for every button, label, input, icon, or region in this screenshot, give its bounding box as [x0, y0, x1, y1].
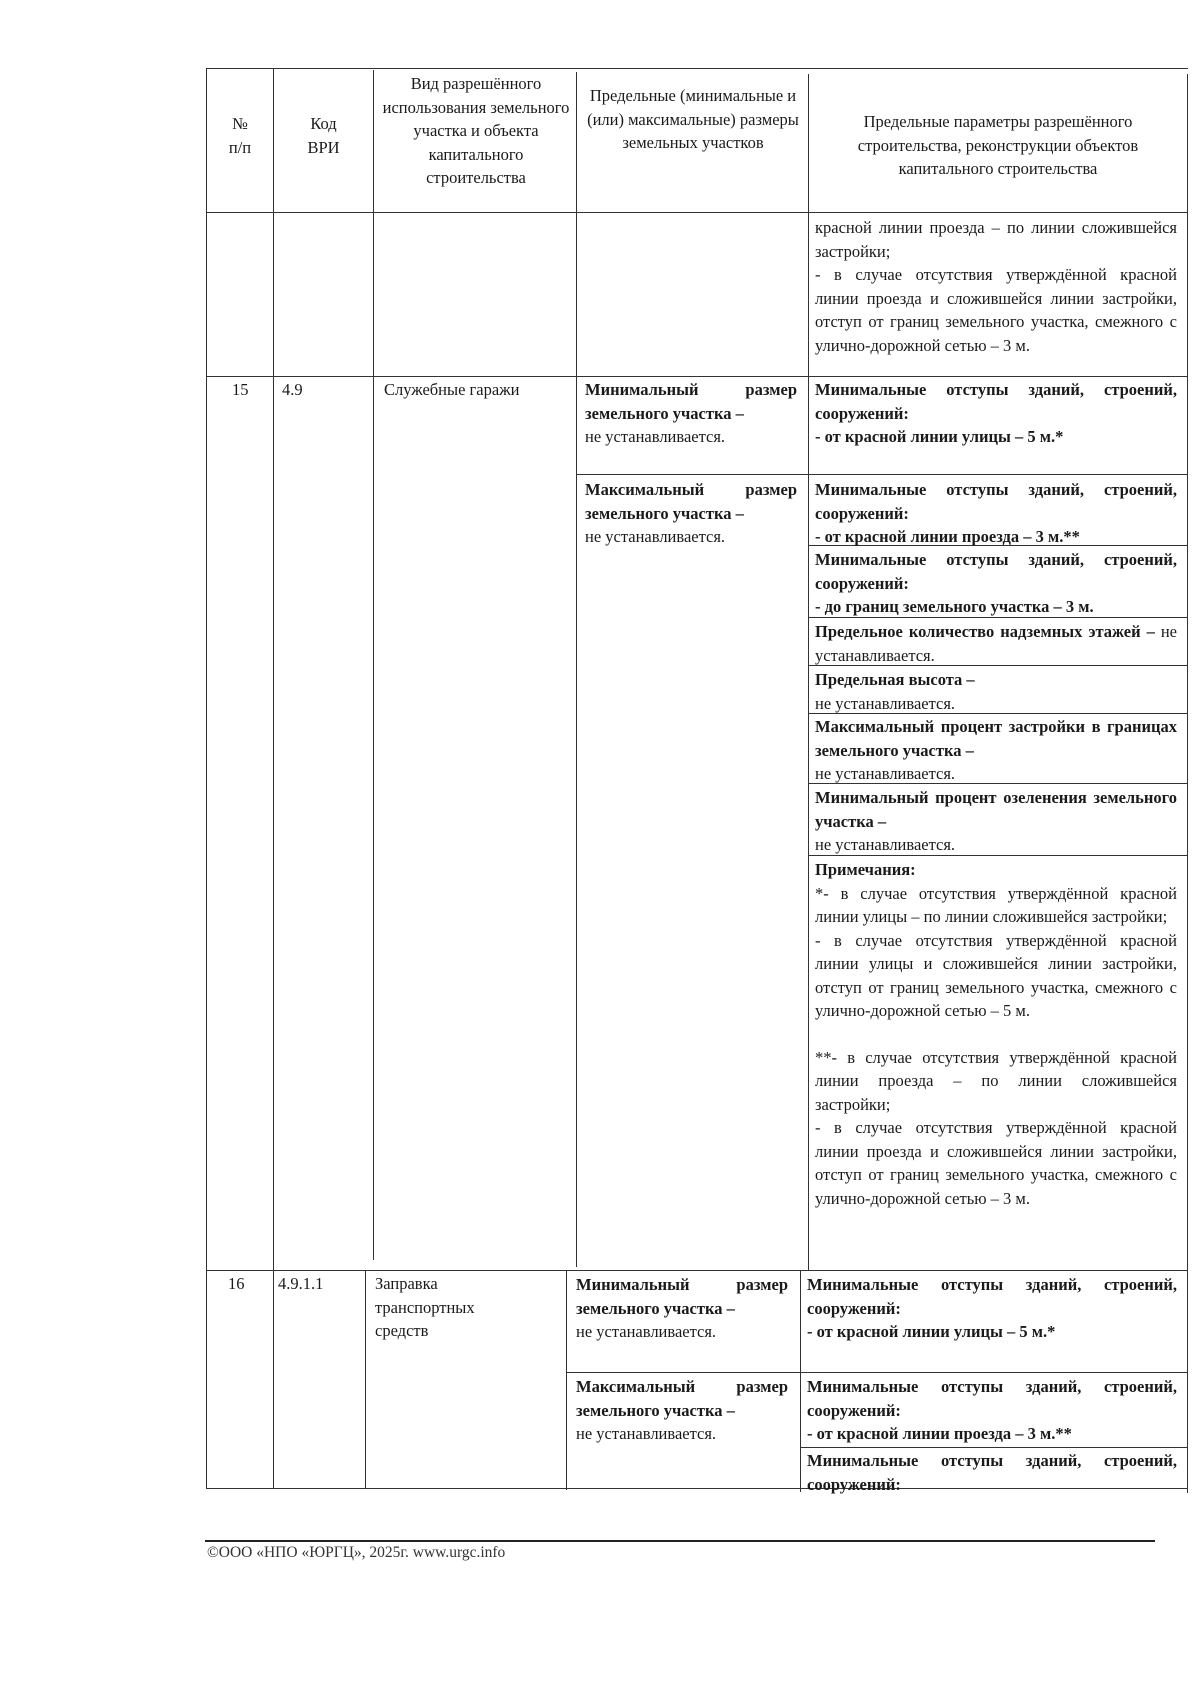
row15-param-4-value: не устанавливается.	[815, 622, 1177, 665]
col-divider-2	[373, 70, 374, 1260]
row15-max-size-value: не устанавливается.	[585, 527, 726, 546]
row15-number: 15	[232, 380, 249, 399]
row15-min-size-value: не устанавливается.	[585, 427, 726, 446]
row15-note-2a: **- в случае отсутствия утверждённой красной линии проезда – по линии сложившейся застройки;	[815, 1047, 1177, 1114]
header-bottom	[206, 212, 1188, 213]
row16-param-2-label: Минимальные отступы зданий, строений, сооружений:	[807, 1377, 1177, 1420]
row16-min-size-value: не устанавливается.	[576, 1322, 717, 1341]
header-col-num: № п/п	[228, 114, 252, 157]
row15-param-1-value: - от красной линии улицы – 5 м.*	[815, 427, 1064, 446]
row15-max-size-label: Максимальный размер земельного участка –	[585, 480, 797, 523]
row16-sub-1	[566, 1372, 1188, 1373]
col-divider-4	[808, 74, 809, 1271]
row15-note-1b: - в случае отсутствия утверждённой красной линии улицы и сложившейся линии застройки, отступ от границ земельного участка, смежного с улично-дорожной сетью – 5 м.	[815, 930, 1177, 1020]
row16-param-3	[807, 1449, 1177, 1496]
header-col-use-type: Вид разрешённого использования земельного участка и объекта капитального строительства	[382, 74, 570, 187]
row15-note-1a: *- в случае отсутствия утверждённой красной линии улицы – по линии сложившейся застройки;	[815, 883, 1177, 926]
row15-max-size	[585, 478, 797, 549]
table-border-left	[206, 68, 207, 1488]
row16-min-size-label: Минимальный размер земельного участка –	[576, 1275, 788, 1318]
row16-max-size-value: не устанавливается.	[576, 1424, 717, 1443]
row16-param-3-label: Минимальные отступы зданий, строений, сооружений:	[807, 1451, 1177, 1494]
footer-copyright: ©ООО «НПО «ЮРГЦ», 2025г. www.urgc.info	[207, 1544, 506, 1561]
row15-param-5-value: не устанавливается.	[815, 693, 956, 713]
row15-param-5	[815, 668, 1177, 715]
row15-param-3-value: - до границ земельного участка – 3 м.	[815, 597, 1094, 616]
row15-param-3-label: Минимальные отступы зданий, строений, сооружений:	[815, 550, 1177, 593]
row16-param-2	[807, 1375, 1177, 1446]
row16-min-size	[576, 1273, 788, 1344]
row16-param-2-value: - от красной линии проезда – 3 м.**	[807, 1424, 1072, 1443]
row15-param-2-label: Минимальные отступы зданий, строений, сооружений:	[815, 480, 1177, 523]
row15-param-3	[815, 548, 1177, 619]
row15-param-4	[815, 620, 1177, 667]
row15-param-1	[815, 378, 1177, 449]
row15-param-4-label: Предельное количество надземных этажей –	[815, 622, 1155, 641]
row15-param-6	[815, 715, 1177, 786]
row15-param-7-value: не устанавливается.	[815, 835, 956, 854]
row15-param-6-value: не устанавливается.	[815, 764, 956, 783]
header-col-code: Код ВРИ	[307, 114, 340, 157]
col-divider-2b	[365, 1270, 366, 1488]
row15-param-7-label: Минимальный процент озеленения земельного участка –	[815, 788, 1177, 831]
continuation-line-2: - в случае отсутствия утверждённой красной линии проезда и сложившейся линии застройки, отступ от границ земельного участка, смежного с улично-дорожной сетью – 3 м.	[815, 265, 1177, 355]
row15-min-size	[585, 378, 797, 449]
row15-param-2	[815, 478, 1177, 549]
col-divider-3	[576, 72, 577, 1267]
col-divider-3b	[566, 1270, 567, 1490]
continuation-text	[815, 216, 1177, 357]
row15-param-6-label: Максимальный процент застройки в границах земельного участка –	[815, 717, 1177, 760]
row16-code: 4.9.1.1	[278, 1274, 324, 1293]
continuation-line-1: красной линии проезда – по линии сложившейся застройки;	[815, 218, 1177, 261]
row16-param-1-value: - от красной линии улицы – 5 м.*	[807, 1322, 1056, 1341]
col-divider-1	[273, 68, 274, 1488]
row15-param-5-label: Предельная высота –	[815, 670, 975, 689]
row15-note-2b: - в случае отсутствия утверждённой красной линии проезда и сложившейся линии застройки, отступ от границ земельного участка, смежного с улично-дорожной сетью – 3 м.	[815, 1118, 1177, 1208]
row15-notes	[815, 858, 1177, 1210]
row15-sub-1	[576, 474, 1188, 475]
table-top-border	[206, 68, 1188, 69]
row15-notes-title: Примечания:	[815, 860, 916, 879]
row15-code: 4.9	[282, 380, 303, 399]
row16-max-size-label: Максимальный размер земельного участка –	[576, 1377, 788, 1420]
row16-use-name: Заправка транспортных средств	[375, 1274, 475, 1340]
row15-param-1-label: Минимальные отступы зданий, строений, сооружений:	[815, 380, 1177, 423]
row15-min-size-label: Минимальный размер земельного участка –	[585, 380, 797, 423]
header-col-parameters: Предельные параметры разрешённого строительства, реконструкции объектов капитального строительства	[857, 112, 1139, 178]
row15-param-2-value: - от красной линии проезда – 3 м.**	[815, 527, 1080, 546]
col-divider-4b	[800, 1270, 801, 1492]
footer-divider	[205, 1540, 1155, 1542]
row16-max-size	[576, 1375, 788, 1446]
header-col-plot-size: Предельные (минимальные и (или) максимальные) размеры земельных участков	[587, 86, 799, 152]
row15-param-7	[815, 786, 1177, 857]
row16-number: 16	[228, 1274, 245, 1293]
row15-use-name: Служебные гаражи	[384, 380, 520, 399]
row16-param-1	[807, 1273, 1177, 1344]
row16-param-1-label: Минимальные отступы зданий, строений, сооружений:	[807, 1275, 1177, 1318]
